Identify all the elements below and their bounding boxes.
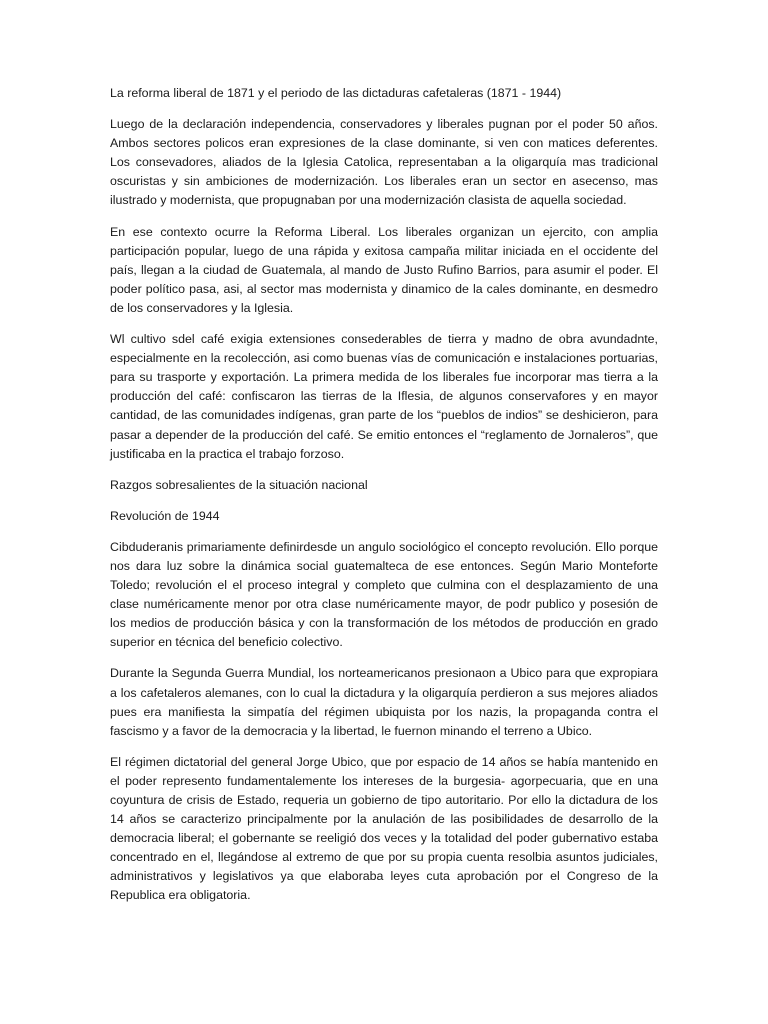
paragraph-coffee-cultivation: Wl cultivo sdel café exigia extensiones consederables de tierra y madno de obra avundadnte, especialmente en la recolección, asi como buenas vías de comunicación e instalaciones portuarias, para su trasporte y exportación. La primera medida de los liberales fue incorporar mas tierra a la producción del café: confiscaron las tierras de la Iflesia, de algunos conservafores y en mayor cantidad, de las comunidades indígenas, gran parte de los “pueblos de indios” se deshicieron, para pasar a depender de la producción del café. Se emitio entonces el “reglamento de Jornaleros”, que justificaba en la practica el trabajo forzoso. [110,332,658,461]
document-title: La reforma liberal de 1871 y el periodo de las dictaduras cafetaleras (1871 - 1944) [110,86,562,100]
paragraph-world-war: Durante la Segunda Guerra Mundial, los norteamericanos presionaon a Ubico para que expropiara a los cafetaleros alemanes, con lo cual la dictadura y la oligarquía perdieron a sus mejores aliados pues era manifiesta la simpatía del régimen ubiquista por los nazis, la propaganda contra el fascismo y a favor de la democracia y la libertad, le fuernon minando el terreno a Ubico. [110,666,658,738]
document-page [110,84,658,918]
paragraph-liberal-reform: En ese contexto ocurre la Reforma Liberal. Los liberales organizan un ejercito, con amplia participación popular, luego de una rápida y exitosa campaña militar iniciada en el occidente del país, llegan a la ciudad de Guatemala, al mando de Justo Rufino Barrios, para asumir el poder. El poder político pasa, asi, al sector mas modernista y dinamico de la cales dominante, en desmedro de los conservadores y la Iglesia. [110,224,658,315]
paragraph-ubico-regime: El régimen dictatorial del general Jorge Ubico, que por espacio de 14 años se había mantenido en el poder represento fundamentalemente los intereses de la burgesia- agorpecuaria, que en una coyuntura de crisis de Estado, requeria un gobierno de tipo autoritario. Por ello la dictadura de los 14 años se caracterizo principalmente por la anulación de las posibilidades de desarrollo de la democracia liberal; el gobernante se reeligió dos veces y la totalidad del poder gubernativo estaba concentrado en el, llegándose al extremo de que por su propia cuenta resolbia asuntos judiciales, administrativos y legislativos ya que elaboraba leyes cuta aprobación por el Congreso de la Republica era obligatoria. [110,754,658,903]
section-heading-revolution-1944: Revolución de 1944 [110,508,220,523]
section-heading-national-situation: Razgos sobresalientes de la situación nacional [110,477,368,492]
paragraph-independence: Luego de la declaración independencia, conservadores y liberales pugnan por el poder 50 años. Ambos sectores policos eran expresiones de la clase dominante, si ven con matices deferentes. Los consevadores, aliados de la Iglesia Catolica, representaban a la oligarquía mas tradicional oscuristas y sin ambiciones de modernización. Los liberales eran un sector en asecenso, mas ilustrado y modernista, que propugnaban por una modernización clasista de aquella sociedad. [110,117,658,208]
paragraph-revolution-concept: Cibduderanis primariamente definirdesde un angulo sociológico el concepto revolución. Ello porque nos dara luz sobre la dinámica social guatemalteca de ese entonces. Según Mario Monteforte Toledo; revolución el el proceso integral y completo que culmina con el desplazamiento de una clase numéricamente menor por otra clase numéricamente mayor, de podr publico y posesión de los medios de producción básica y con la transformación de los métodos de producción en grado superior en técnica del beneficio colectivo. [110,539,658,650]
